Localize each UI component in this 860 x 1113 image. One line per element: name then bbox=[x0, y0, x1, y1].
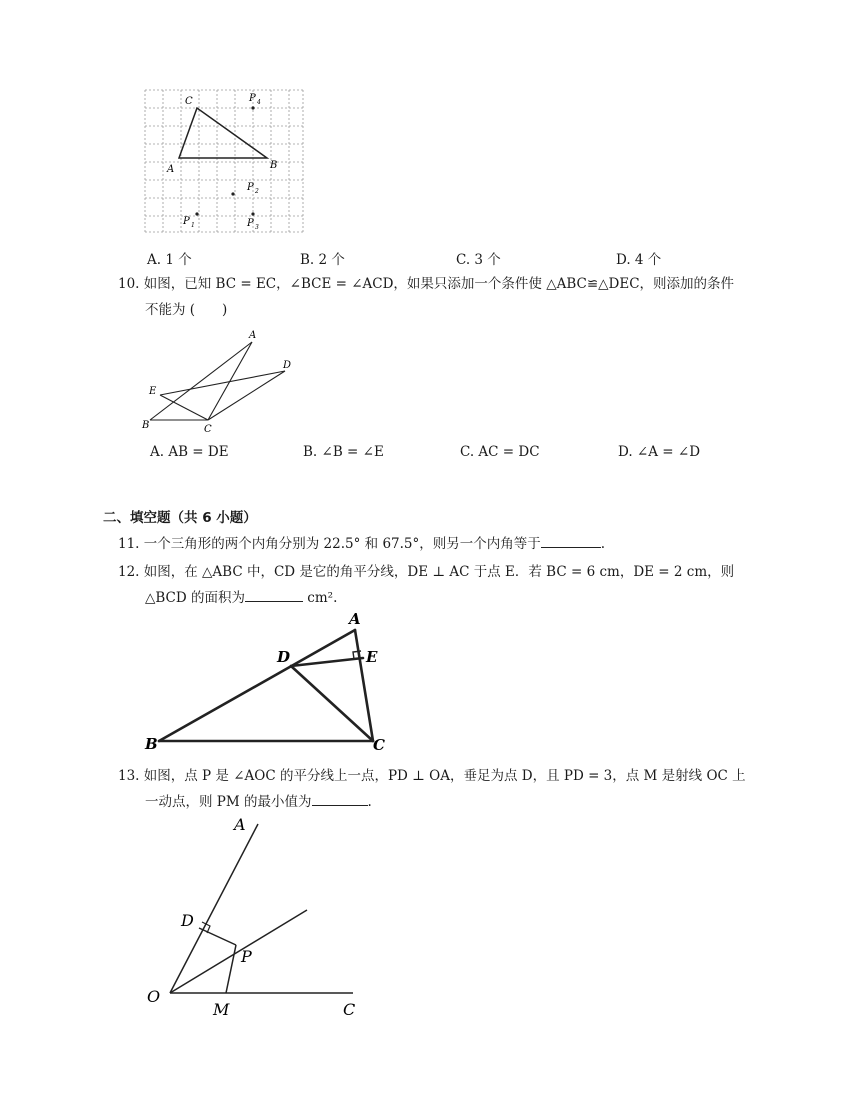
q9-grid-figure bbox=[143, 88, 305, 234]
q13-line2-pre: 一动点，则 PM 的最小值为 bbox=[145, 794, 312, 810]
q9-triangle-abc bbox=[179, 108, 267, 158]
q12-label-c: C bbox=[373, 736, 385, 754]
q9-label-p3-sub: 3 bbox=[255, 224, 259, 231]
q10-figure bbox=[140, 325, 300, 435]
q9-option-c: C. 3 个 bbox=[456, 252, 501, 268]
q13-label-a: A bbox=[234, 815, 246, 834]
q10-label-d: D bbox=[283, 360, 292, 371]
q10-label-b: B bbox=[142, 420, 150, 431]
q12-stem-line2 bbox=[145, 587, 337, 609]
q9-option-b: B. 2 个 bbox=[300, 252, 345, 268]
q9-label-c: C bbox=[185, 96, 193, 107]
q9-label-b: B bbox=[270, 160, 278, 171]
q10-option-b: B. ∠B = ∠E bbox=[303, 444, 384, 460]
q9-option-a: A. 1 个 bbox=[147, 252, 192, 268]
q10-option-c: C. AC = DC bbox=[460, 444, 540, 460]
q12-label-a: A bbox=[349, 610, 361, 628]
q13-stem-line2 bbox=[145, 791, 372, 813]
q11-end: . bbox=[600, 536, 606, 552]
q9-label-p1: P bbox=[183, 216, 190, 227]
q12-label-d: D bbox=[277, 648, 291, 666]
q12-label-b: B bbox=[145, 735, 158, 753]
q12-line2-pre: △BCD 的面积为 bbox=[145, 590, 245, 606]
q11-text: 11. 一个三角形的两个内角分别为 22.5° 和 67.5°，则另一个内角等于 bbox=[118, 536, 541, 552]
q10-stem-line1: 10. 如图，已知 BC = EC，∠BCE = ∠ACD，如果只添加一个条件使 △ABC≌△DEC，则添加的条件 bbox=[118, 276, 735, 292]
q10-label-e: E bbox=[149, 386, 157, 397]
q12-answer-blank[interactable] bbox=[245, 587, 303, 602]
q10-option-d: D. ∠A = ∠D bbox=[618, 444, 701, 460]
q10-label-c: C bbox=[204, 424, 212, 435]
q13-label-o: O bbox=[147, 987, 161, 1006]
q13-label-m: M bbox=[213, 1000, 230, 1019]
q9-label-p1-sub: 1 bbox=[191, 222, 195, 229]
q9-label-a: A bbox=[167, 164, 175, 175]
q13-line2-post: . bbox=[367, 794, 372, 810]
q9-label-p3: P bbox=[247, 218, 254, 229]
q12-figure bbox=[143, 610, 393, 755]
q10-option-a: A. AB = DE bbox=[150, 444, 229, 460]
q11-stem bbox=[118, 533, 605, 555]
q13-label-c: C bbox=[343, 1000, 356, 1019]
q11-answer-blank[interactable] bbox=[541, 533, 601, 548]
q13-label-p: P bbox=[241, 947, 252, 966]
q13-answer-blank[interactable] bbox=[312, 791, 368, 806]
q13-stem-line1: 13. 如图，点 P 是 ∠AOC 的平分线上一点，PD ⊥ OA，垂足为点 D，且 PD = 3，点 M 是射线 OC 上 bbox=[118, 768, 746, 784]
q12-stem-line1: 12. 如图，在 △ABC 中，CD 是它的角平分线，DE ⊥ AC 于点 E．若 BC = 6 cm，DE = 2 cm，则 bbox=[118, 564, 735, 580]
q13-figure bbox=[143, 812, 373, 1024]
q9-option-d: D. 4 个 bbox=[616, 252, 662, 268]
q12-line2-post: cm². bbox=[303, 590, 338, 606]
q12-label-e: E bbox=[366, 648, 378, 666]
q10-stem-line2: 不能为 ( ) bbox=[145, 302, 228, 318]
q10-label-a: A bbox=[249, 330, 257, 341]
q13-label-d: D bbox=[181, 911, 194, 930]
section-title-fill-in: 二、填空题（共 6 小题） bbox=[103, 510, 257, 526]
q9-label-p2-sub: 2 bbox=[255, 188, 259, 195]
q9-label-p2: P bbox=[247, 182, 254, 193]
q9-label-p4-sub: 4 bbox=[257, 99, 261, 106]
q9-label-p4: P bbox=[249, 93, 256, 104]
